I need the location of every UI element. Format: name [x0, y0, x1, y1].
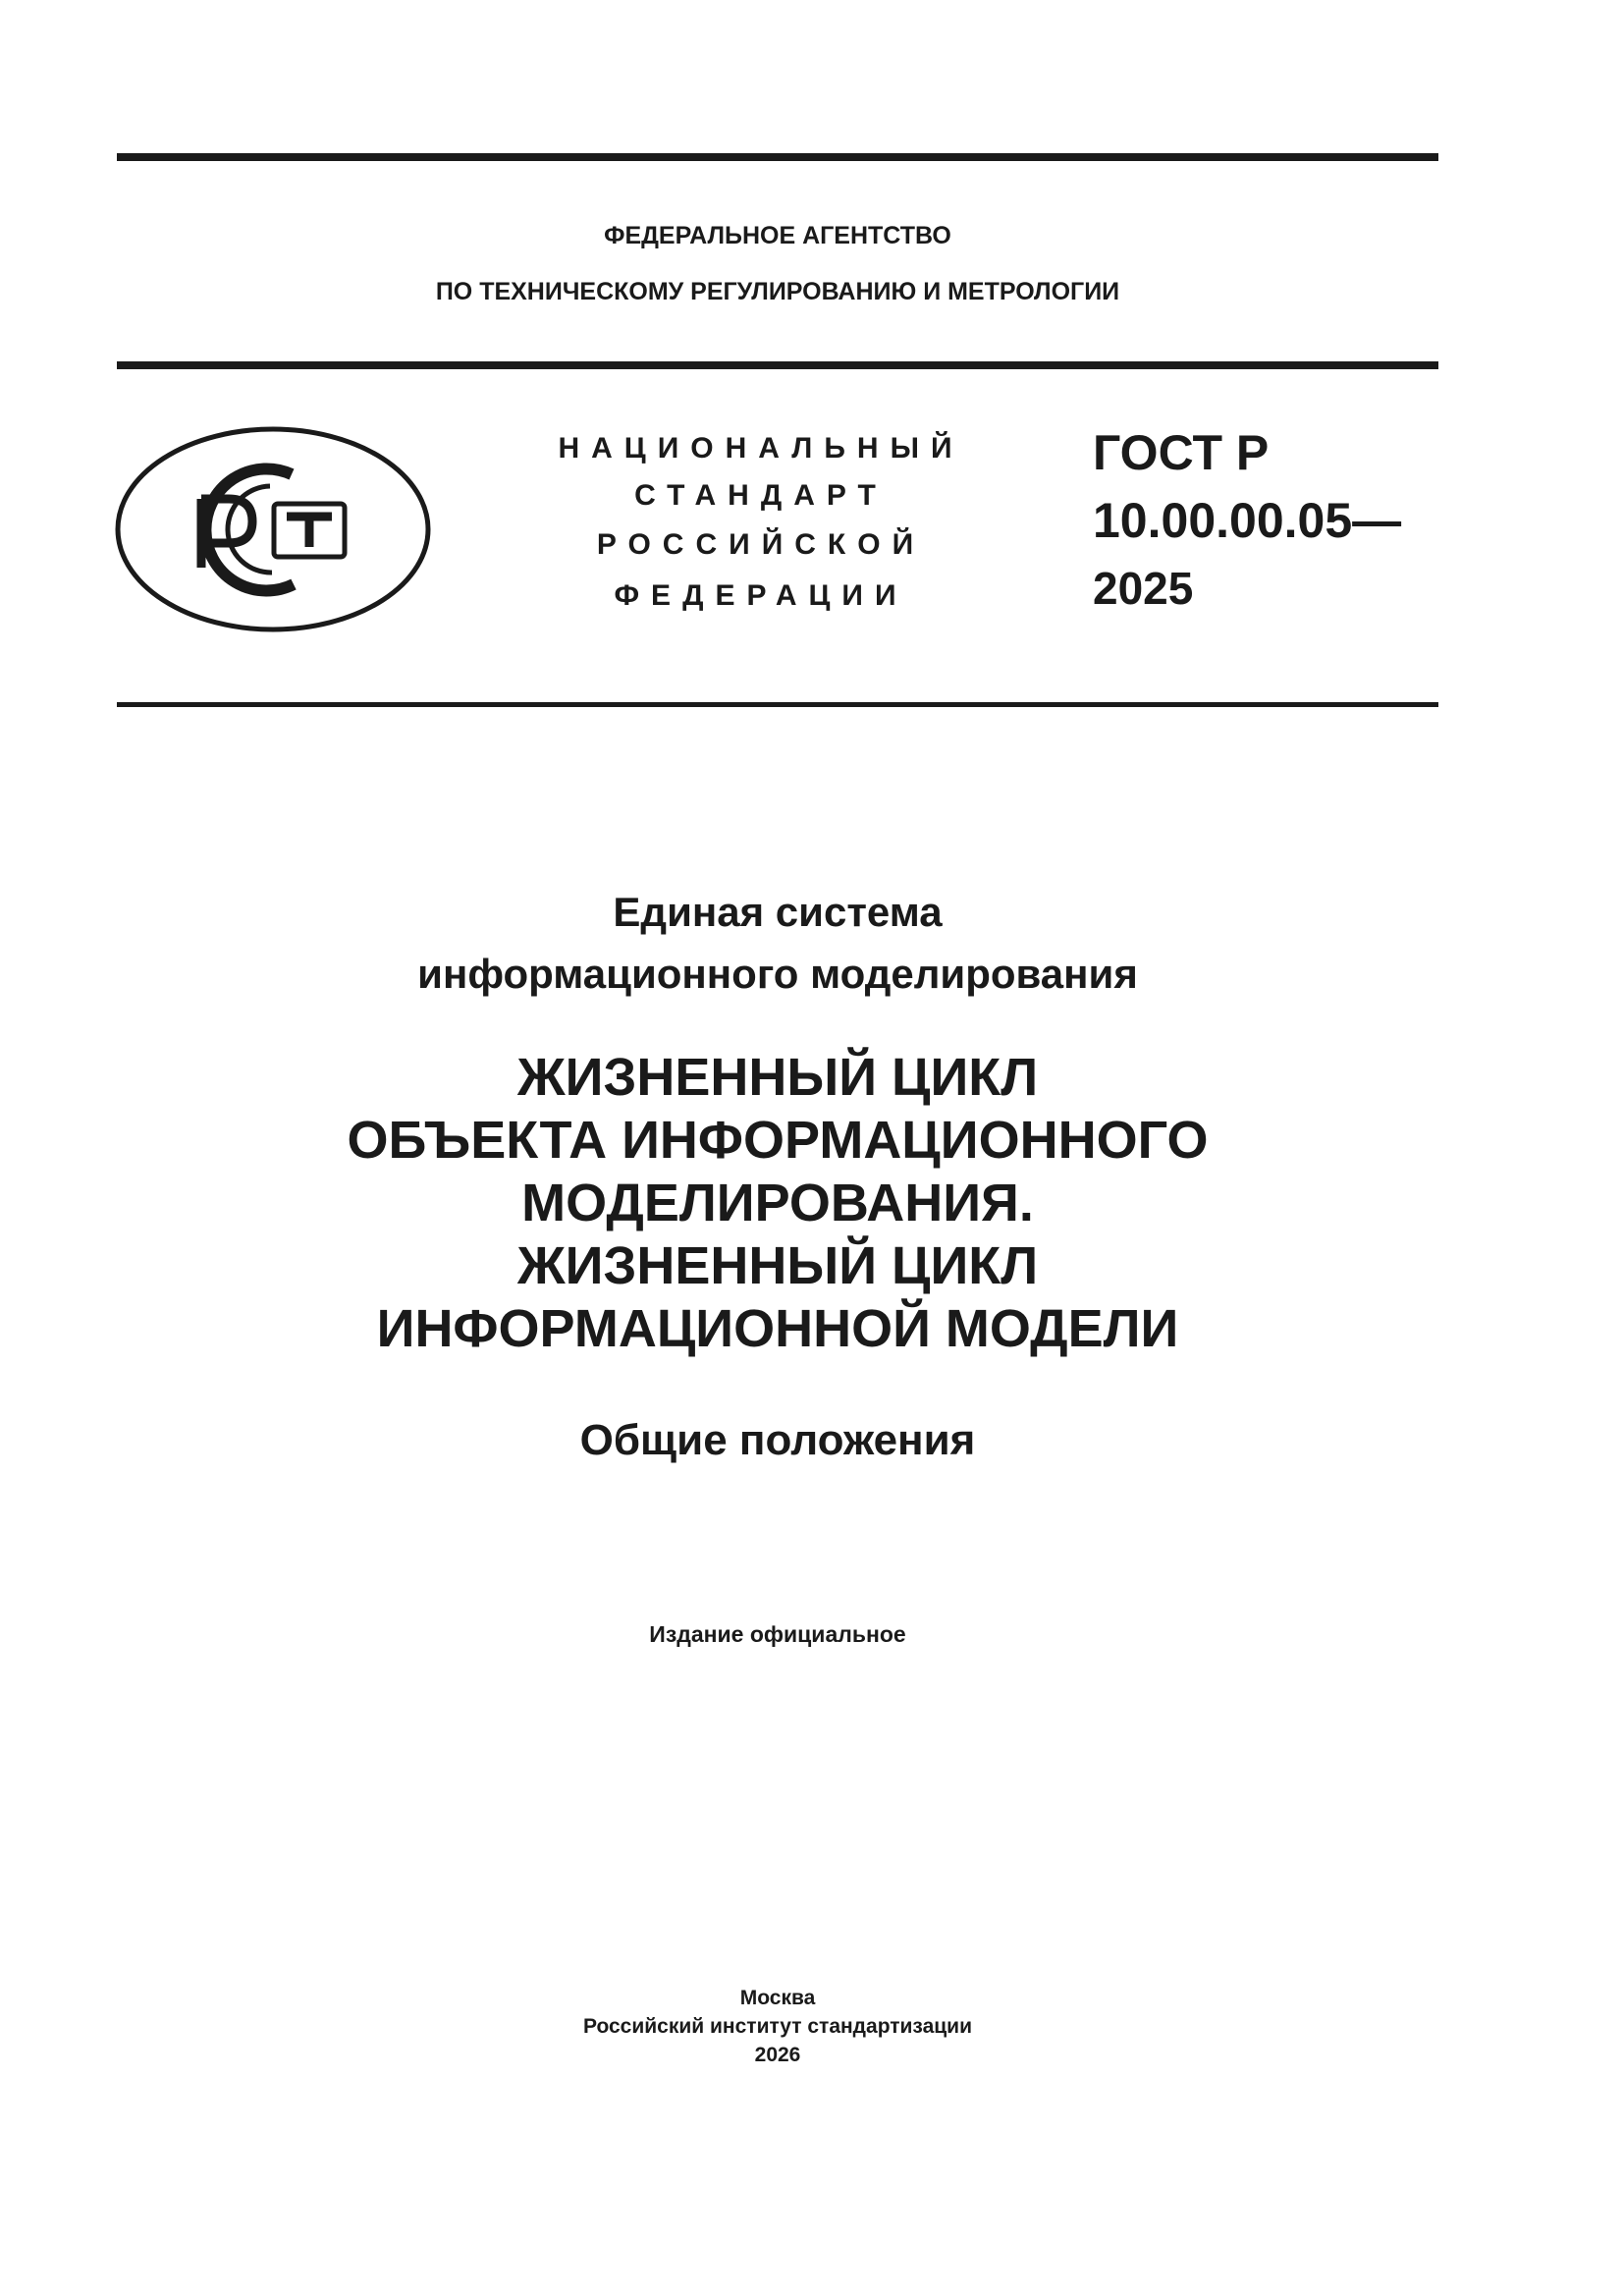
subtitle: Общие положения	[579, 1416, 976, 1464]
series-title-line-2: информационного моделирования	[417, 951, 1138, 997]
publication-city: Москва	[739, 1987, 816, 2009]
standard-type-line-2: СТАНДАРТ	[634, 479, 888, 512]
standard-type-line-3: РОССИЙСКОЙ	[596, 528, 926, 561]
designation-line-3: 2025	[1093, 563, 1194, 614]
standard-type-line-4: ФЕДЕРАЦИИ	[614, 579, 908, 612]
publisher-name: Российский институт стандартизации	[582, 2015, 973, 2038]
main-title-line-4: ЖИЗНЕННЫЙ ЦИКЛ	[516, 1236, 1039, 1295]
main-title-line-3: МОДЕЛИРОВАНИЯ.	[521, 1174, 1034, 1232]
section-rule	[117, 702, 1438, 707]
standard-type-line-1: НАЦИОНАЛЬНЫЙ	[558, 432, 964, 465]
main-title-line-5: ИНФОРМАЦИОННОЙ МОДЕЛИ	[376, 1299, 1179, 1358]
agency-name-line-1: ФЕДЕРАЛЬНОЕ АГЕНТСТВО	[604, 222, 951, 249]
agency-name-line-2: ПО ТЕХНИЧЕСКОМУ РЕГУЛИРОВАНИЮ И МЕТРОЛОГИИ	[435, 278, 1120, 305]
main-title-line-1: ЖИЗНЕННЫЙ ЦИКЛ	[516, 1048, 1039, 1107]
edition-note: Издание официальное	[649, 1621, 906, 1647]
header-rule	[117, 361, 1438, 369]
main-title-line-2: ОБЪЕКТА ИНФОРМАЦИОННОГО	[347, 1111, 1209, 1170]
series-title-line-1: Единая система	[613, 889, 943, 935]
publication-year: 2026	[754, 2044, 801, 2066]
top-rule	[117, 153, 1438, 161]
designation-line-1: ГОСТ Р	[1093, 425, 1270, 480]
designation-line-2: 10.00.00.05—	[1093, 493, 1402, 548]
rst-certification-mark-icon	[115, 425, 431, 633]
